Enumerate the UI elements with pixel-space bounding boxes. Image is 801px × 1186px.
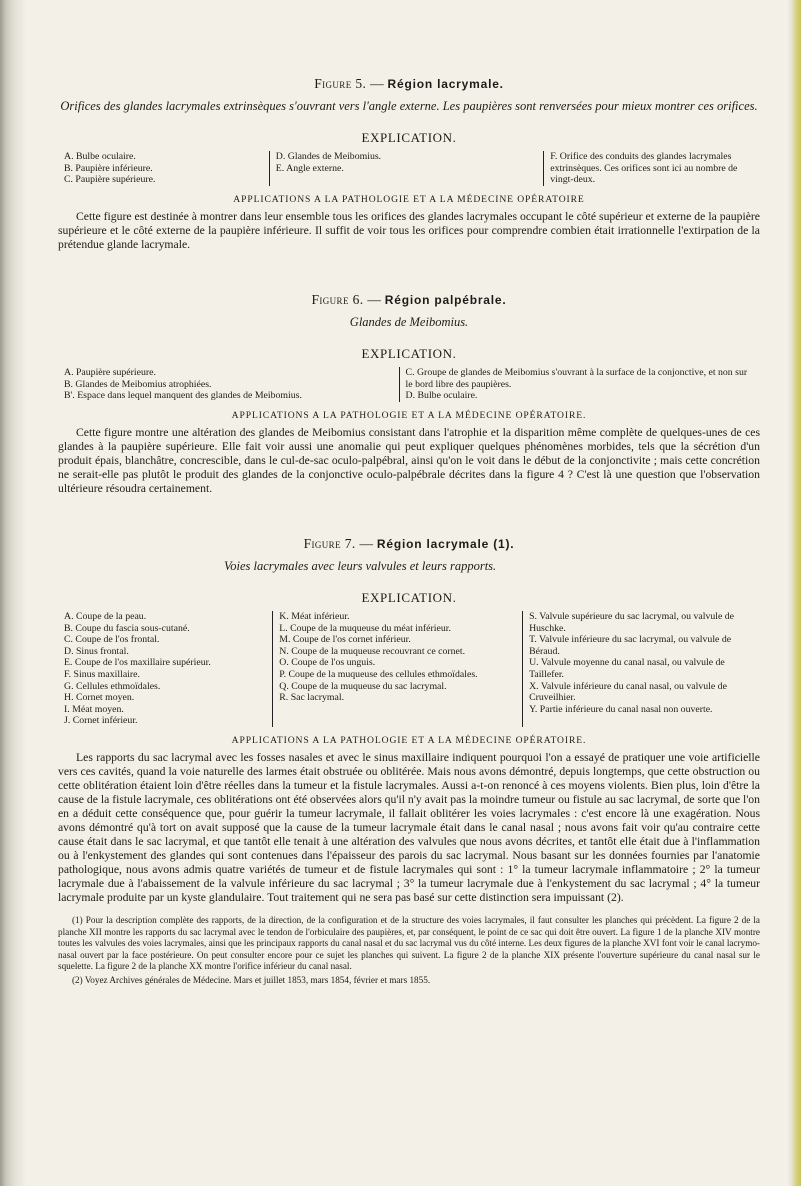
legend-item: A. Coupe de la peau. xyxy=(64,611,147,622)
legend-item: D. Glandes de Meibomius. xyxy=(275,151,382,162)
footnote-1: (1) Pour la description complète des rapports, de la direction, de la configuration et de la structure des voies lacrymales, il faut consulter les planches qui précèdent. La figure 2 de la planche XII montre les rapports du sac lacrymal avec le tendon de l'orbiculaire des paupières, et, par conséquent, le point de ce sac qui doit être ouvert. La figure 1 de la planche XIV montre toutes les valvules des voies lacrymales, ainsi que les principaux rapports du canal nasal et du sac lacrymal vus du côté interne. Les deux figures de la planche XVI font voir le canal lacrymo-nasal ouvert par la face postérieure. On peut consulter encore pour ce sujet les planches qui suivent. La figure 2 de la planche XIX présente l'ouverture supérieure du canal nasal sur le squelette. La figure 2 de la planche XX montre l'orifice inférieur du canal nasal. xyxy=(58,914,760,972)
legend-item: P. Coupe de la muqueuse des cellules ethmoïdales. xyxy=(279,668,478,680)
legend-item: B. Paupière inférieure. xyxy=(64,162,153,174)
figure-6-section xyxy=(58,292,760,496)
book-spine-shadow xyxy=(0,0,26,1186)
figure-6-legend xyxy=(58,367,760,402)
figure-5-label: Figure 5. — xyxy=(314,76,384,91)
legend-item: M. Coupe de l'os cornet inférieur. xyxy=(279,634,411,646)
legend-item: R. Sac lacrymal. xyxy=(279,692,345,704)
legend-item: F. Sinus maxillaire. xyxy=(64,668,140,680)
legend-item: D. Sinus frontal. xyxy=(64,645,129,657)
legend-item: I. Méat moyen. xyxy=(64,703,124,715)
legend-column xyxy=(522,611,760,727)
legend-column xyxy=(58,151,269,186)
legend-item: F. Orifice des conduits des glandes lacrymales extrinsèques. Ces orifices sont ici au nombre de vingt-deux. xyxy=(550,151,738,186)
figure-7-applications-heading: APPLICATIONS A LA PATHOLOGIE ET A LA MÉDECINE OPÉRATOIRE. xyxy=(231,734,587,746)
legend-item: A. Paupière supérieure. xyxy=(64,367,156,378)
legend-item: C. Groupe de glandes de Meibomius s'ouvrant à la surface de la conjonctive, et non sur le bord libre des paupières. xyxy=(405,367,748,390)
figure-5-body-text: Cette figure est destinée à montrer dans leur ensemble tous les orifices des glandes lacrymales occupant le côté supérieur et externe de la paupière supérieure et le côté externe de la paupière inférieure. Il suffit de voir tous les orifices pour comprendre combien était irrationnelle l'extirpation de la prétendue glande lacrymale. xyxy=(58,209,760,251)
figure-6-label: Figure 6. — xyxy=(311,292,382,307)
legend-item: E. Coupe de l'os maxillaire supérieur. xyxy=(64,657,211,669)
figure-5-section xyxy=(58,76,760,252)
legend-item: Q. Coupe de la muqueuse du sac lacrymal. xyxy=(279,680,447,692)
figure-6-applications-heading: APPLICATIONS A LA PATHOLOGIE ET A LA MÉDECINE OPÉRATOIRE. xyxy=(231,409,587,421)
figure-5-heading xyxy=(58,76,760,92)
figure-5-title: Région lacrymale. xyxy=(387,77,504,91)
figure-7-legend xyxy=(58,611,760,727)
footnote-2: (2) Voyez Archives générales de Médecine. Mars et juillet 1853, mars 1854, février et mars 1855. xyxy=(72,974,431,985)
legend-item: B'. Espace dans lequel manquent des glandes de Meibomius. xyxy=(64,390,302,402)
figure-7-title: Région lacrymale (1). xyxy=(376,537,515,551)
figure-5-subtitle: Orifices des glandes lacrymales extrinsèques s'ouvrant vers l'angle externe. Les paupières sont renversées pour mieux montrer ces orifices. xyxy=(60,99,758,113)
figure-6-body-text: Cette figure montre une altération des glandes de Meibomius consistant dans l'atrophie et la disparition même complète de quelques-unes de ces glandes à la paupière supérieure. Elle fait voir aussi une anomalie qui peut expliquer quelques phénomènes morbides, tels que la sécrétion d'un produit épais, blanchâtre, concrescible, dans le cul-de-sac oculo-palpébral, ainsi qu'on le voit dans le début de la conjonctivite ; mais cette concrétion ne serait-elle pas plutôt le produit des glandes de la conjonctive oculo-palpébrale décrites dans la figure 4 ? C'est là une question que l'observation ultérieure résoudra certainement. xyxy=(58,425,760,495)
legend-item: B. Glandes de Meibomius atrophiées. xyxy=(64,378,212,390)
legend-column xyxy=(543,151,760,186)
footnotes xyxy=(58,915,760,987)
legend-item: J. Cornet inférieur. xyxy=(64,715,138,727)
legend-column xyxy=(58,611,272,727)
figure-6-title: Région palpébrale. xyxy=(384,293,507,307)
figure-7-explication-heading: EXPLICATION. xyxy=(361,590,457,605)
figure-7-section xyxy=(58,536,760,987)
legend-item: L. Coupe de la muqueuse du méat inférieur. xyxy=(279,622,451,634)
figure-6-heading xyxy=(58,292,760,308)
figure-5-applications-heading: APPLICATIONS A LA PATHOLOGIE ET A LA MÉDECINE OPÉRATOIRE xyxy=(233,193,585,205)
legend-item: T. Valvule inférieure du sac lacrymal, ou valvule de Béraud. xyxy=(529,634,732,657)
legend-item: C. Coupe de l'os frontal. xyxy=(64,634,160,646)
figure-6-subtitle: Glandes de Meibomius. xyxy=(349,315,469,329)
legend-item: B. Coupe du fascia sous-cutané. xyxy=(64,622,190,634)
legend-item: K. Méat inférieur. xyxy=(279,611,350,622)
legend-column xyxy=(269,151,543,186)
legend-item: H. Cornet moyen. xyxy=(64,692,135,704)
legend-column xyxy=(58,367,399,402)
figure-7-heading xyxy=(58,536,760,552)
figure-6-explication-heading: EXPLICATION. xyxy=(361,346,457,361)
figure-7-body-text: Les rapports du sac lacrymal avec les fosses nasales et avec le sinus maxillaire indiquent pourquoi l'on a essayé de pratiquer une voie artificielle vers ces cavités, quand la voie naturelle des larmes était obstruée ou oblitérée. Mais nous avons démontré, depuis longtemps, que cette obstruction ou cette oblitération étaient loin d'être réelles dans la tumeur et la fistule lacrymales. Aussi a-t-on renoncé à ces moyens violents. Bien plus, loin d'être la cause de la fistule lacrymale, ces oblitérations ont été observées alors qu'il n'y avait pas la moindre tumeur ou fistule au sac lacrymal, de sorte que l'on en a déduit cette conséquence que, pour guérir la tumeur lacrymale, il fallait oblitérer les voies lacrymales : c'est encore là une exagération. Nous avons démontré qu'à tort on avait supposé que la cause de la tumeur lacrymale était dans le canal nasal ; nous avons fait voir qu'au contraire cette cause était dans le sac lacrymal, et que tantôt elle tenait à une altération des valvules que nous avons décrites, et tantôt elle était due à l'inflammation ou à l'enkystement des glandes qui sont contenues dans l'épaisseur des parois du sac lacrymal. Nous basant sur les données fournies par l'anatomie pathologique, nous avons admis quatre variétés de tumeur et de fistule lacrymales qui sont : 1° la tumeur lacrymale inflammatoire ; 2° la tumeur lacrymale due à l'abaissement de la valvule inférieure du sac lacrymal ; 3° la tumeur lacrymale due à l'enkystement du sac lacrymal ; 4° la tumeur lacrymale produite par un kyste glandulaire. Tout traitement qui ne sera pas basé sur cette distinction sera impuissant (2). xyxy=(58,750,760,904)
legend-item: D. Bulbe oculaire. xyxy=(405,390,478,402)
legend-item: U. Valvule moyenne du canal nasal, ou valvule de Taillefer. xyxy=(529,657,725,680)
legend-item: G. Cellules ethmoïdales. xyxy=(64,680,161,692)
legend-column xyxy=(272,611,522,727)
legend-item: A. Bulbe oculaire. xyxy=(64,151,136,162)
page-edge xyxy=(787,0,801,1186)
legend-item: N. Coupe de la muqueuse recouvrant ce cornet. xyxy=(279,645,466,657)
legend-item: C. Paupière supérieure. xyxy=(64,174,156,186)
legend-item: X. Valvule inférieure du canal nasal, ou valvule de Cruveilhier. xyxy=(529,680,727,704)
legend-item: E. Angle externe. xyxy=(275,162,344,174)
figure-7-label: Figure 7. — xyxy=(303,536,374,551)
legend-column xyxy=(399,367,760,402)
figure-5-explication-heading: EXPLICATION. xyxy=(361,130,457,145)
legend-item: O. Coupe de l'os unguis. xyxy=(279,657,376,669)
figure-5-legend xyxy=(58,151,760,186)
figure-7-subtitle: Voies lacrymales avec leurs valvules et leurs rapports. xyxy=(224,559,497,573)
legend-item: S. Valvule supérieure du sac lacrymal, ou valvule de Huschke. xyxy=(529,611,735,634)
legend-item: Y. Partie inférieure du canal nasal non ouverte. xyxy=(529,703,713,715)
